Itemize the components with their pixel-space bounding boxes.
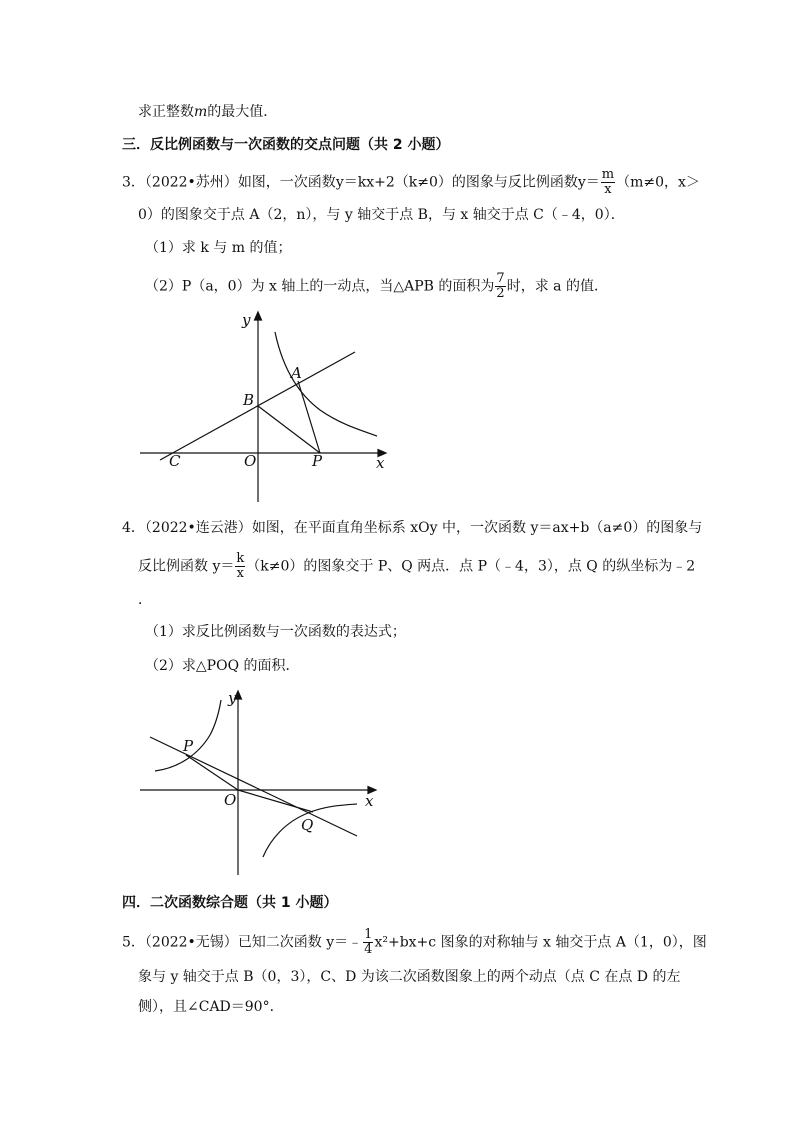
q4-source: （2022•连云港） [144,520,252,536]
q5-text-1b: x²+bx+c 图象的对称轴与 x 轴交于点 A（1，0），图 [374,934,707,951]
variable-m: m [194,104,208,120]
q4-number: 4． [122,520,145,536]
q4-frac-num: k [236,551,245,566]
fig2-segment-oq [238,790,313,812]
fig2-label-o: O [224,791,237,809]
fig1-label-p: P [312,452,323,470]
fig1-label-c: C [169,452,181,470]
q3-frac-num: m [601,167,615,182]
q3-text-a: 如图，一次函数 [237,174,336,191]
fig2-segment-op [186,755,238,790]
q5-frac-num: 1 [364,927,373,942]
q3-equation: y＝kx+2（k≠0） [335,174,452,191]
q4-line-3: ． [138,592,152,608]
q3-p2-num: 7 [496,271,505,286]
q3-part-1: （1）求 k 与 m 的值； [145,240,292,256]
q3-number: 3． [122,174,145,191]
q5-line-2: 象与 y 轴交于点 B（0，3），C、D 为该二次函数图象上的两个动点（点 C 在点 D 的左 [138,969,681,985]
fig2-hyperbola-left [155,700,221,771]
section-3-title: 三．反比例函数与一次函数的交点问题（共 2 小题） [122,137,450,153]
q4-text-2a: 反比例函数 y＝ [138,558,235,575]
q5-fraction-1-over-4 [363,928,373,957]
q3-part-2-text-a: （2）P（a，0）为 x 轴上的一动点，当△APB 的面积为 [145,278,495,295]
section-4-title: 四．二次函数综合题（共 1 小题） [122,895,338,911]
q4-frac-den: x [236,566,244,581]
q4-part-1: （1）求反比例函数与一次函数的表达式； [145,624,406,640]
q3-frac-den: x [604,182,612,197]
fig1-label-b: B [243,391,255,409]
q3-part-2-text-b: 时，求 a 的值． [506,278,608,295]
q5-number: 5． [122,934,145,951]
fig2-label-q: Q [301,816,314,834]
q3-text-b: 的图象与反比例函数 [451,174,578,191]
q5-frac-den: 4 [364,942,373,957]
q5-line-1 [122,928,707,957]
fig1-label-x: x [376,454,385,472]
q4-part-2: （2）求△POQ 的面积． [145,658,300,674]
continuation-post: 的最大值． [207,104,278,120]
q5-source: （2022•无锡） [144,934,238,951]
fig2-label-y: y [228,689,237,707]
q3-line-2: 0）的图象交于点 A（2，n），与 y 轴交于点 B，与 x 轴交于点 C（﹣4，0）． [138,207,625,223]
fig2-label-p: P [183,737,194,755]
fig2-label-x: x [365,792,374,810]
q3-source: （2022•苏州） [144,174,238,191]
q3-p2-den: 2 [496,286,505,301]
q3-y-eq: y＝ [577,174,600,191]
fig2-line-pq [150,737,357,836]
q5-line-3: 侧），且∠CAD＝90°． [138,999,284,1015]
fig1-label-a: A [291,364,302,382]
fig1-label-y: y [242,311,251,329]
q4-text-1: 如图，在平面直角坐标系 xOy 中，一次函数 y＝ax+b（a≠0）的图象与 [251,520,703,536]
q4-text-2b: （k≠0）的图象交于 P、Q 两点．点 P（﹣4，3），点 Q 的纵坐标为﹣2 [246,558,696,575]
q3-condition: （m≠0，x＞ [616,174,700,191]
q5-text-1a: 已知二次函数 y＝﹣ [237,934,363,951]
continuation-pre: 求正整数 [138,104,194,120]
fig1-label-o: O [244,452,257,470]
